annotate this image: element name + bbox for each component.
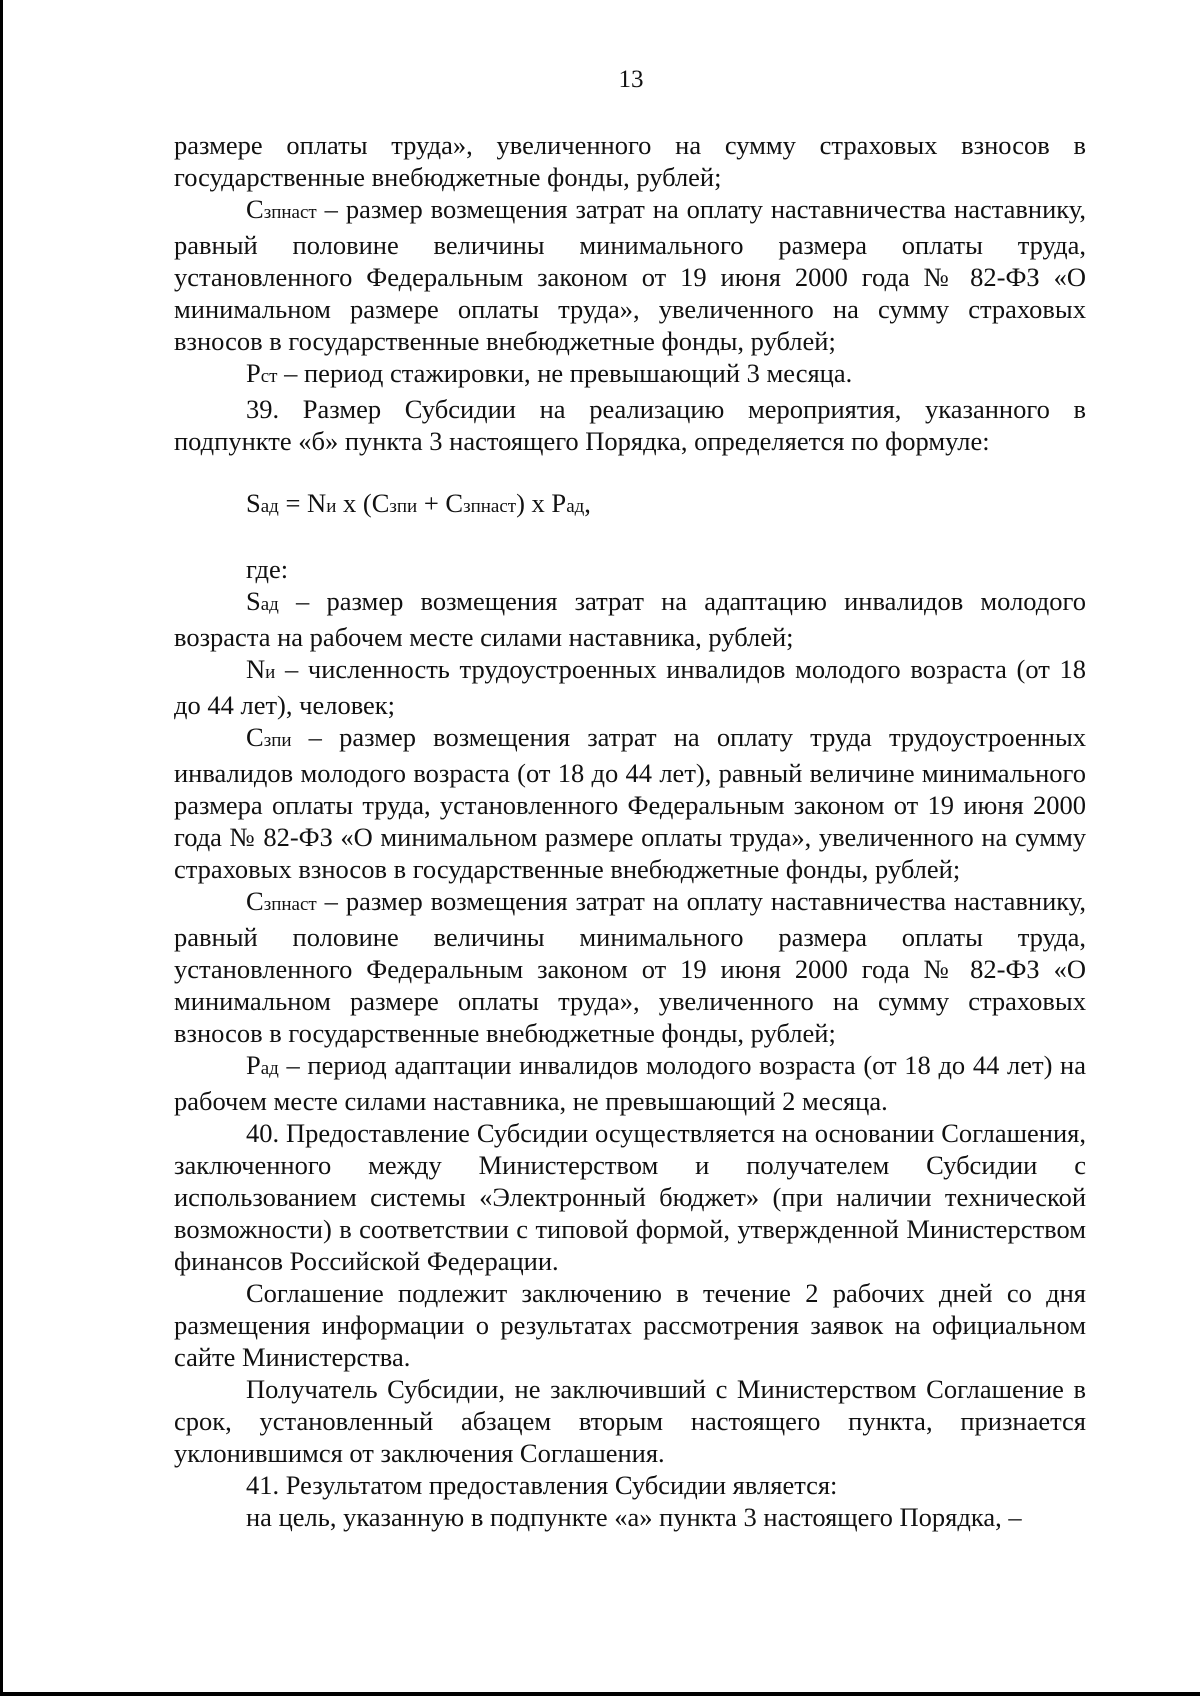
symbol-subscript: ад xyxy=(260,1058,279,1079)
symbol: С xyxy=(246,194,264,224)
clause-40: 40. Предоставление Субсидии осуществляется на основании Соглашения, заключенного между Министерством и получателем Субсидии с использованием системы «Электронный бюджет» (при наличии технической возможности) в соответствии с типовой формой, утвержденной Министерством финансов Российской Федерации. xyxy=(174,1118,1086,1276)
symbol-subscript: ад xyxy=(260,594,279,615)
symbol-subscript: зпи xyxy=(263,730,292,751)
paragraph-continuation: размере оплаты труда», увеличенного на сумму страховых взносов в государственные внебюджетные фонды, рублей; xyxy=(174,130,1086,192)
formula xyxy=(246,487,1086,523)
definition-text: – размер возмещения затрат на оплату труда трудоустроенных инвалидов молодого возраста (от 18 до 44 лет), равный величине минимального размера оплаты труда, установленного Федеральным законом от 19 июня 2000 года № 82-ФЗ «О минимальном размере оплаты труда», увеличенного на сумму страховых взносов в государственные внебюджетные фонды, рублей; xyxy=(174,722,1086,884)
formula-part: + С xyxy=(417,488,464,518)
definition-text: – численность трудоустроенных инвалидов молодого возраста (от 18 до 44 лет), человек; xyxy=(174,654,1086,720)
symbol-subscript: зпнаст xyxy=(263,894,317,915)
symbol-subscript: ст xyxy=(260,366,278,387)
definition-szpi xyxy=(174,721,1086,885)
formula-part: , xyxy=(584,488,591,518)
formula-subscript: зпнаст xyxy=(463,496,517,517)
formula-subscript: ад xyxy=(566,496,585,517)
symbol-subscript: зпнаст xyxy=(263,202,317,223)
definition-pst xyxy=(174,357,1086,393)
clause-40-agreement: Соглашение подлежит заключению в течение 2 рабочих дней со дня размещения информации о результатах рассмотрения заявок на официальном сайте Министерства. xyxy=(174,1278,1086,1372)
definition-pad xyxy=(174,1049,1086,1117)
scan-edge-left xyxy=(0,0,3,1696)
definition-szpnast xyxy=(174,193,1086,357)
page-number: 13 xyxy=(618,66,644,93)
formula-part: ) x Р xyxy=(516,488,567,518)
symbol: Р xyxy=(246,358,261,388)
formula-part: x (С xyxy=(336,488,390,518)
definition-ni xyxy=(174,653,1086,721)
clause-41-goal-a: на цель, указанную в подпункте «а» пункта 3 настоящего Порядка, – xyxy=(246,1502,1022,1532)
definition-text: – период стажировки, не превышающий 3 месяца. xyxy=(277,358,853,388)
formula-subscript: и xyxy=(326,496,337,517)
formula-subscript: зпи xyxy=(389,496,418,517)
definition-text: – размер возмещения затрат на оплату наставничества наставнику, равный половине величины минимального размера оплаты труда, установленного Федеральным законом от 19 июня 2000 года № 82-ФЗ «О минимальном размере оплаты труда», увеличенного на сумму страховых взносов в государственные внебюджетные фонды, рублей; xyxy=(174,194,1086,356)
symbol: S xyxy=(246,586,261,616)
formula-part: = N xyxy=(278,488,327,518)
definition-text: – период адаптации инвалидов молодого возраста (от 18 до 44 лет) на рабочем месте силами наставника, не превышающий 2 месяца. xyxy=(174,1050,1086,1116)
formula-subscript: ад xyxy=(260,496,279,517)
symbol: N xyxy=(246,654,266,684)
document-body xyxy=(174,129,1086,1533)
formula-part: S xyxy=(246,488,261,518)
clause-39: 39. Размер Субсидии на реализацию мероприятия, указанного в подпункте «б» пункта 3 настоящего Порядка, определяется по формуле: xyxy=(174,394,1086,456)
definition-text: – размер возмещения затрат на адаптацию инвалидов молодого возраста на рабочем месте силами наставника, рублей; xyxy=(174,586,1086,652)
symbol: С xyxy=(246,722,264,752)
definition-szpnast-2 xyxy=(174,885,1086,1049)
clause-41: 41. Результатом предоставления Субсидии является: xyxy=(246,1470,838,1500)
symbol: Р xyxy=(246,1050,261,1080)
definition-text: – размер возмещения затрат на оплату наставничества наставнику, равный половине величины минимального размера оплаты труда, установленного Федеральным законом от 19 июня 2000 года № 82-ФЗ «О минимальном размере оплаты труда», увеличенного на сумму страховых взносов в государственные внебюджетные фонды, рублей; xyxy=(174,886,1086,1048)
definition-sad xyxy=(174,585,1086,653)
where-label: где: xyxy=(246,554,289,584)
clause-40-recipient: Получатель Субсидии, не заключивший с Министерством Соглашение в срок, установленный абзацем вторым настоящего пункта, признается уклонившимся от заключения Соглашения. xyxy=(174,1374,1086,1468)
symbol: С xyxy=(246,886,264,916)
scan-edge-bottom xyxy=(0,1692,1200,1696)
symbol-subscript: и xyxy=(265,662,276,683)
